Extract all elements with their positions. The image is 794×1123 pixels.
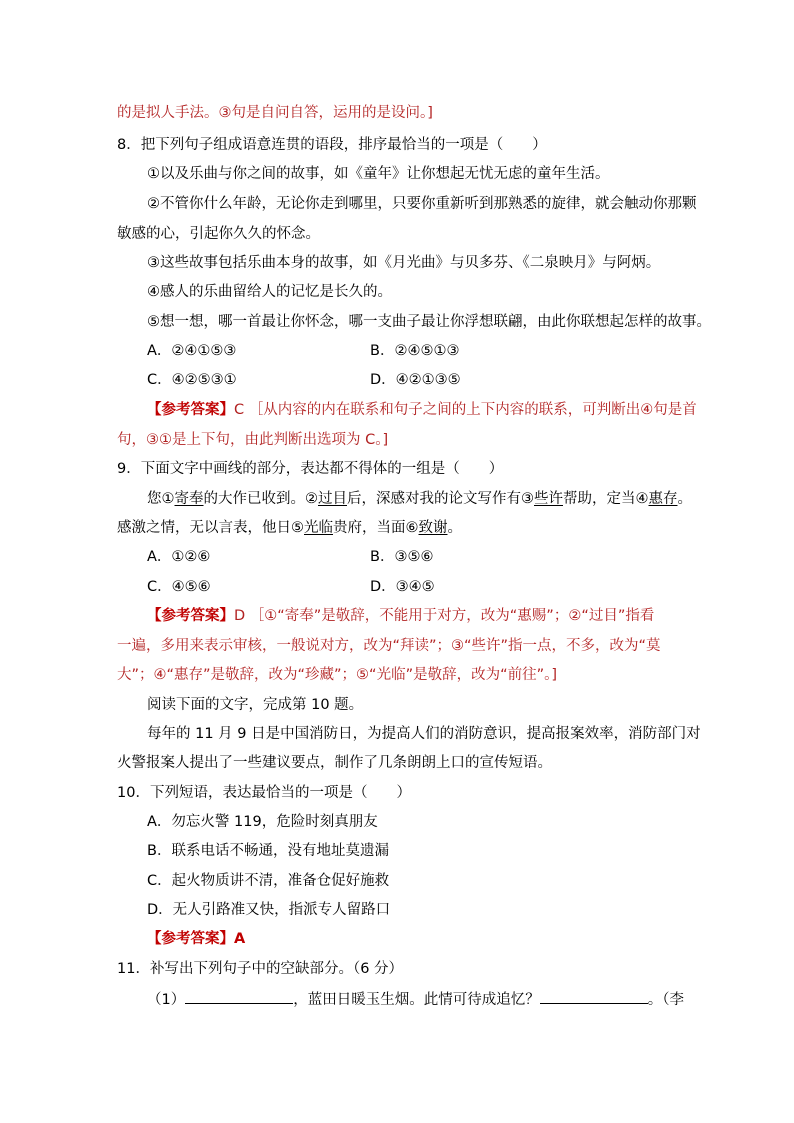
q10-option-d: D．无人引路准又快，指派专人留路口 bbox=[147, 902, 391, 918]
q9-underlined-1: 寄奉 bbox=[174, 491, 204, 507]
q9-text: 的大作已收到。② bbox=[203, 491, 318, 507]
fill-blank-1[interactable] bbox=[185, 989, 293, 1004]
q8-sentence-2b: 敏感的心，引起你久久的怀念。 bbox=[117, 226, 320, 242]
q9-option-b: B．③⑤⑥ bbox=[370, 549, 434, 565]
q8-sentence-5: ⑤想一想，哪一首最让你怀念，哪一支曲子最让你浮想联翩，由此你联想起怎样的故事。 bbox=[147, 314, 711, 330]
question-9-stem: 9．下面文字中画线的部分，表达都不得体的一组是（ ） bbox=[117, 461, 504, 477]
question-10-stem: 10．下列短语，表达最恰当的一项是（ ） bbox=[117, 785, 411, 801]
q10-answer-line bbox=[147, 930, 245, 948]
q11-item-number: （1） bbox=[147, 992, 186, 1008]
q8-answer-line-1 bbox=[147, 401, 697, 419]
q9-text: 帮助，定当④ bbox=[563, 491, 649, 507]
q9-answer-text: D ［①“寄奉”是敬辞，不能用于对方，改为“惠赐”；②“过目”指看 bbox=[234, 608, 655, 624]
prev-answer-tail: 的是拟人手法。③句是自问自答，运用的是设问。] bbox=[117, 105, 433, 121]
question-11-stem: 11．补写出下列句子中的空缺部分。（6 分） bbox=[117, 961, 404, 977]
q9-passage-line-2 bbox=[117, 519, 462, 537]
q9-underlined-2: 过目 bbox=[318, 491, 347, 507]
q9-text: 。 bbox=[447, 520, 462, 536]
passage-line-1: 每年的 11 月 9 日是中国消防日，为提高人们的消防意识，提高报案效率，消防部门对 bbox=[147, 726, 701, 742]
q8-option-b: B．②④⑤①③ bbox=[370, 343, 460, 359]
fill-blank-2[interactable] bbox=[540, 989, 648, 1004]
q9-text: 感激之情，无以言表，他日⑤ bbox=[117, 520, 304, 536]
q9-answer-line-1 bbox=[147, 607, 654, 625]
q9-option-d: D．③④⑤ bbox=[370, 579, 435, 595]
question-8-stem: 8．把下列句子组成语意连贯的语段，排序最恰当的一项是（ ） bbox=[117, 137, 547, 153]
q9-text: 您① bbox=[147, 491, 175, 507]
q10-option-c: C．起火物质讲不清，准备仓促好施救 bbox=[147, 873, 390, 889]
q9-underlined-3: 些许 bbox=[534, 491, 563, 507]
q9-answer-line-2: 一遍，多用来表示审核，一般说对方，改为“拜读”；③“些许”指一点，不多，改为“莫 bbox=[117, 638, 661, 654]
q8-sentence-3: ③这些故事包括乐曲本身的故事，如《月光曲》与贝多芬、《二泉映月》与阿炳。 bbox=[147, 255, 661, 271]
q9-underlined-4: 惠存 bbox=[648, 491, 678, 507]
q9-text: 。 bbox=[677, 491, 692, 507]
q11-item-tail: 。（李 bbox=[647, 992, 684, 1008]
q8-sentence-2a: ②不管你什么年龄，无论你走到哪里，只要你重新听到那熟悉的旋律，就会触动你那颗 bbox=[147, 196, 697, 212]
answer-label: 【参考答案】 bbox=[147, 608, 234, 624]
q10-option-b: B．联系电话不畅通，没有地址莫遗漏 bbox=[147, 843, 389, 859]
reading-instruction: 阅读下面的文字，完成第 10 题。 bbox=[147, 697, 364, 713]
q8-answer-text: C ［从内容的内在联系和句子之间的上下内容的联系，可判断出④句是首 bbox=[234, 402, 697, 418]
q8-sentence-4: ④感人的乐曲留给人的记忆是长久的。 bbox=[147, 284, 392, 300]
answer-label: 【参考答案】 bbox=[147, 402, 234, 418]
q8-answer-line-2: 句，③①是上下句，由此判断出选项为 C。] bbox=[117, 432, 389, 448]
q11-item-1 bbox=[147, 989, 684, 1009]
q9-option-a: A．①②⑥ bbox=[147, 549, 211, 565]
q9-answer-line-3: 大”；④“惠存”是敬辞，改为“珍藏”；⑤“光临”是敬辞，改为“前往”。] bbox=[117, 667, 558, 683]
q11-item-text: ，蓝田日暖玉生烟。此情可待成追忆？ bbox=[293, 992, 540, 1008]
q8-option-a: A．②④①⑤③ bbox=[147, 343, 237, 359]
q10-answer-text: A bbox=[234, 931, 246, 947]
q9-passage-line-1 bbox=[147, 490, 692, 508]
q8-option-d: D．④②①③⑤ bbox=[370, 372, 461, 388]
q9-text: 贵府，当面⑥ bbox=[333, 520, 419, 536]
answer-label: 【参考答案】 bbox=[147, 931, 234, 947]
q9-underlined-6: 致谢 bbox=[418, 520, 448, 536]
q9-underlined-5: 光临 bbox=[304, 520, 333, 536]
passage-line-2: 火警报案人提出了一些建议要点，制作了几条朗朗上口的宣传短语。 bbox=[117, 755, 552, 771]
q10-option-a: A．勿忘火警 119，危险时刻真朋友 bbox=[147, 814, 378, 830]
q8-option-c: C．④②⑤③① bbox=[147, 372, 237, 388]
q9-text: 后，深感对我的论文写作有③ bbox=[347, 491, 534, 507]
q8-sentence-1: ①以及乐曲与你之间的故事，如《童年》让你想起无忧无虑的童年生活。 bbox=[147, 166, 610, 182]
q9-option-c: C．④⑤⑥ bbox=[147, 579, 211, 595]
